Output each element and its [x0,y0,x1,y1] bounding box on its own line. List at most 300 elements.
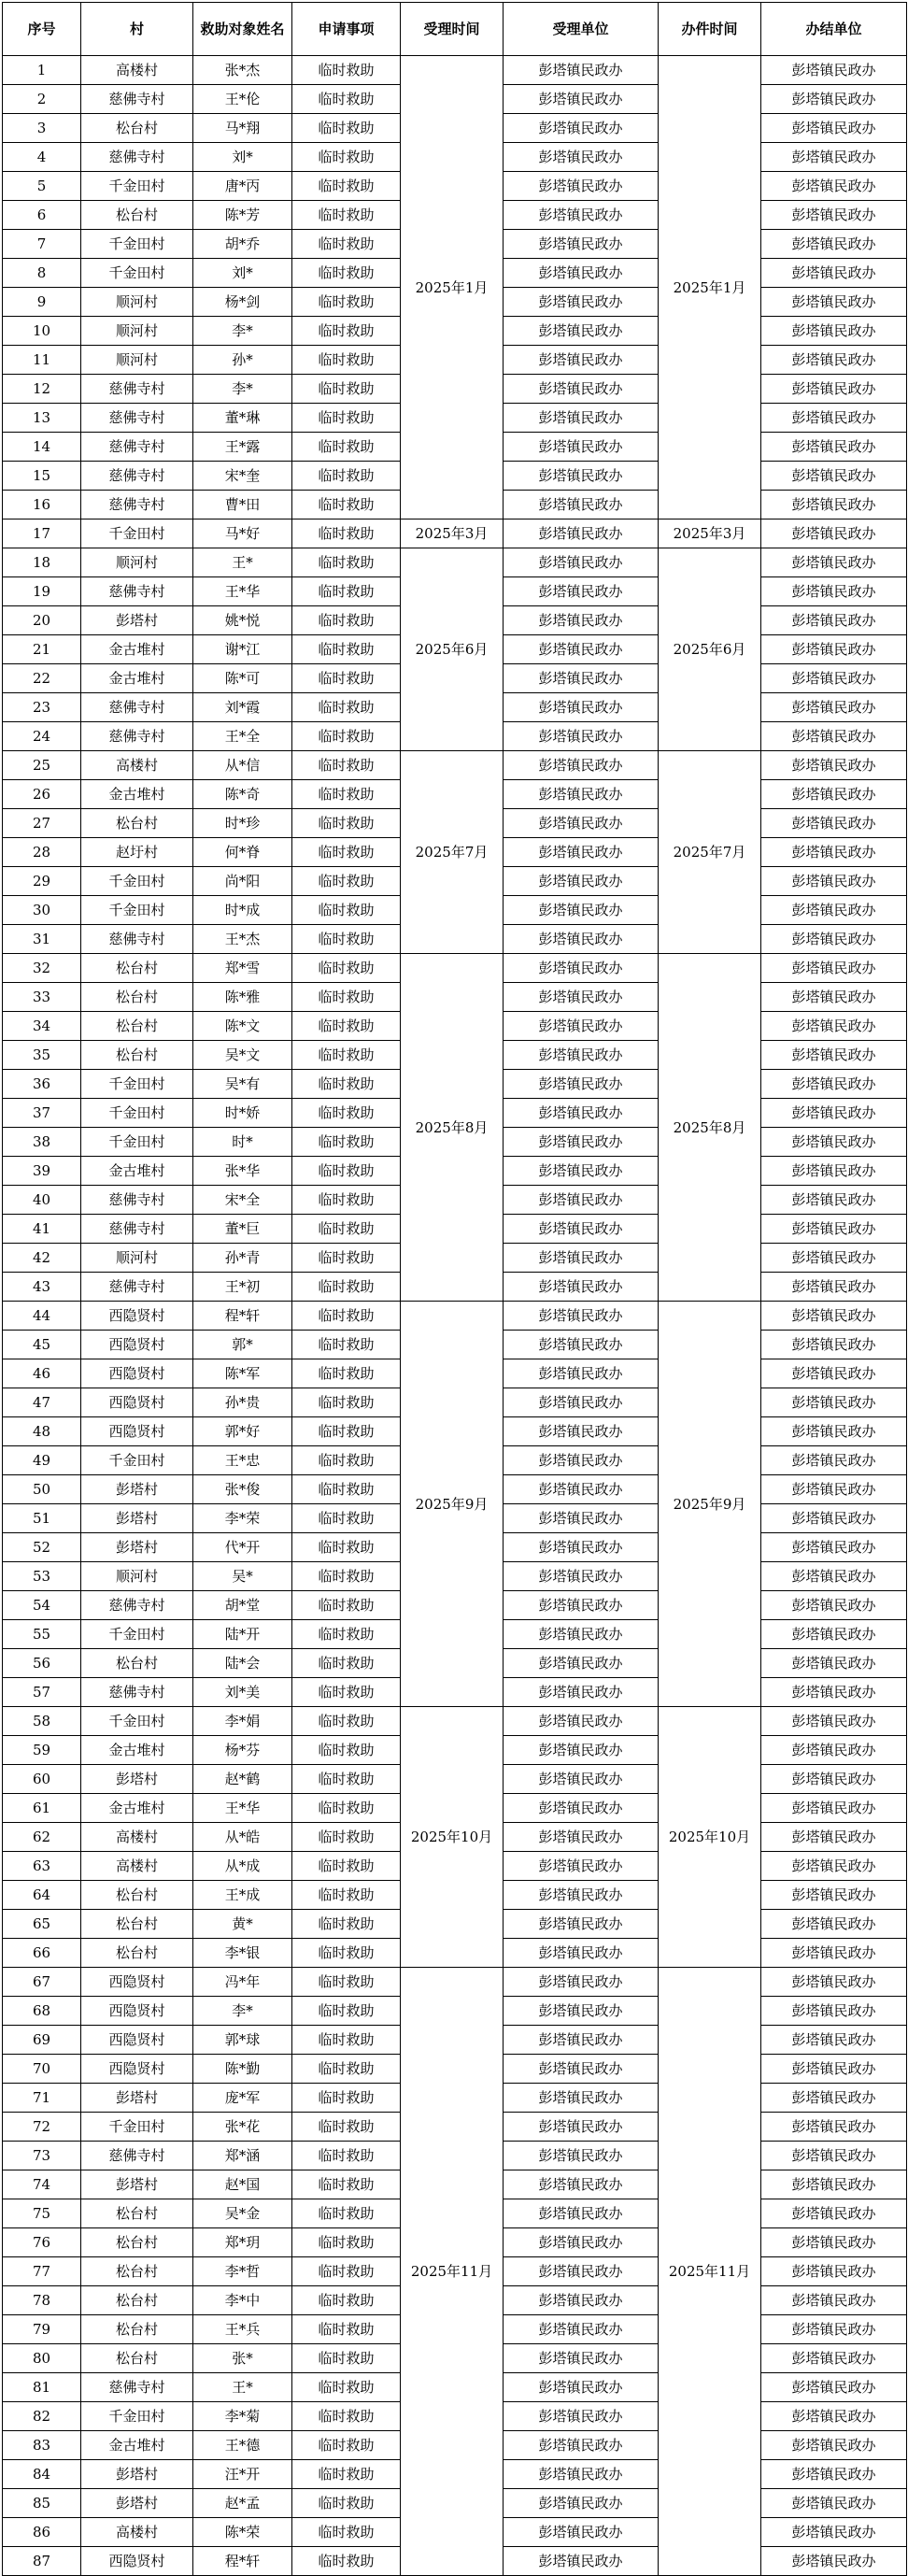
cell-accepting-unit: 彭塔镇民政办 [504,1099,659,1128]
cell-serial-number: 50 [3,1475,81,1504]
cell-accepting-unit: 彭塔镇民政办 [504,780,659,809]
cell-application-item: 临时救助 [292,2547,401,2576]
cell-completing-unit: 彭塔镇民政办 [761,259,907,288]
cell-serial-number: 4 [3,143,81,172]
cell-village: 顺河村 [81,1244,193,1273]
cell-application-item: 临时救助 [292,1765,401,1794]
table-row [3,548,907,577]
cell-accepting-unit: 彭塔镇民政办 [504,2257,659,2286]
cell-handling-time: 2025年8月 [659,954,761,1302]
cell-village: 彭塔村 [81,1475,193,1504]
cell-application-item: 临时救助 [292,1041,401,1070]
cell-village: 松台村 [81,1939,193,1968]
cell-recipient-name: 孙*青 [193,1244,292,1273]
cell-application-item: 临时救助 [292,1417,401,1446]
cell-application-item: 临时救助 [292,1186,401,1215]
cell-accepting-unit: 彭塔镇民政办 [504,172,659,201]
cell-recipient-name: 王*成 [193,1881,292,1910]
cell-serial-number: 26 [3,780,81,809]
cell-village: 彭塔村 [81,2084,193,2113]
cell-serial-number: 31 [3,925,81,954]
cell-application-item: 临时救助 [292,1012,401,1041]
cell-completing-unit: 彭塔镇民政办 [761,1273,907,1302]
cell-accepting-unit: 彭塔镇民政办 [504,693,659,722]
cell-serial-number: 43 [3,1273,81,1302]
cell-completing-unit: 彭塔镇民政办 [761,317,907,346]
cell-serial-number: 14 [3,433,81,462]
cell-completing-unit: 彭塔镇民政办 [761,2344,907,2373]
cell-accepting-unit: 彭塔镇民政办 [504,1910,659,1939]
cell-application-item: 临时救助 [292,259,401,288]
cell-village: 彭塔村 [81,1765,193,1794]
cell-accepting-unit: 彭塔镇民政办 [504,1794,659,1823]
cell-application-item: 临时救助 [292,1881,401,1910]
cell-application-item: 临时救助 [292,1823,401,1852]
cell-accepting-unit: 彭塔镇民政办 [504,2286,659,2315]
cell-accepting-unit: 彭塔镇民政办 [504,1417,659,1446]
cell-serial-number: 77 [3,2257,81,2286]
cell-serial-number: 29 [3,867,81,896]
cell-village: 松台村 [81,1041,193,1070]
cell-application-item: 临时救助 [292,346,401,375]
cell-accepting-unit: 彭塔镇民政办 [504,1070,659,1099]
cell-application-item: 临时救助 [292,375,401,404]
cell-application-item: 临时救助 [292,1475,401,1504]
cell-village: 慈佛寺村 [81,404,193,433]
cell-serial-number: 23 [3,693,81,722]
cell-village: 松台村 [81,2257,193,2286]
cell-village: 彭塔村 [81,1533,193,1562]
cell-application-item: 临时救助 [292,577,401,606]
cell-village: 高楼村 [81,56,193,85]
cell-recipient-name: 郑*雪 [193,954,292,983]
cell-serial-number: 11 [3,346,81,375]
cell-village: 慈佛寺村 [81,693,193,722]
cell-accepting-unit: 彭塔镇民政办 [504,1273,659,1302]
cell-completing-unit: 彭塔镇民政办 [761,838,907,867]
cell-village: 慈佛寺村 [81,491,193,519]
cell-completing-unit: 彭塔镇民政办 [761,1649,907,1678]
cell-village: 顺河村 [81,1562,193,1591]
cell-completing-unit: 彭塔镇民政办 [761,2431,907,2460]
cell-accepting-unit: 彭塔镇民政办 [504,606,659,635]
cell-completing-unit: 彭塔镇民政办 [761,1591,907,1620]
cell-village: 慈佛寺村 [81,375,193,404]
cell-recipient-name: 陆*开 [193,1620,292,1649]
cell-serial-number: 18 [3,548,81,577]
cell-application-item: 临时救助 [292,838,401,867]
cell-village: 松台村 [81,954,193,983]
cell-application-item: 临时救助 [292,780,401,809]
cell-accepting-unit: 彭塔镇民政办 [504,954,659,983]
header-village: 村 [81,3,193,56]
cell-accepting-unit: 彭塔镇民政办 [504,1331,659,1359]
cell-acceptance-time: 2025年9月 [401,1302,504,1707]
cell-completing-unit: 彭塔镇民政办 [761,1562,907,1591]
cell-serial-number: 73 [3,2142,81,2170]
cell-accepting-unit: 彭塔镇民政办 [504,1736,659,1765]
cell-recipient-name: 郑*玥 [193,2228,292,2257]
cell-serial-number: 82 [3,2402,81,2431]
cell-serial-number: 80 [3,2344,81,2373]
cell-recipient-name: 杨*剑 [193,288,292,317]
cell-recipient-name: 李* [193,317,292,346]
cell-serial-number: 27 [3,809,81,838]
cell-recipient-name: 李*菊 [193,2402,292,2431]
cell-serial-number: 5 [3,172,81,201]
cell-application-item: 临时救助 [292,2113,401,2142]
cell-serial-number: 20 [3,606,81,635]
cell-recipient-name: 吴*文 [193,1041,292,1070]
cell-completing-unit: 彭塔镇民政办 [761,1446,907,1475]
cell-completing-unit: 彭塔镇民政办 [761,1707,907,1736]
cell-recipient-name: 李* [193,375,292,404]
cell-accepting-unit: 彭塔镇民政办 [504,664,659,693]
cell-completing-unit: 彭塔镇民政办 [761,1852,907,1881]
cell-acceptance-time: 2025年3月 [401,519,504,548]
cell-serial-number: 61 [3,1794,81,1823]
cell-completing-unit: 彭塔镇民政办 [761,1128,907,1157]
cell-serial-number: 72 [3,2113,81,2142]
cell-village: 西隐贤村 [81,2026,193,2055]
cell-recipient-name: 郑*涵 [193,2142,292,2170]
cell-village: 慈佛寺村 [81,722,193,751]
cell-village: 千金田村 [81,867,193,896]
cell-recipient-name: 赵*国 [193,2170,292,2199]
cell-completing-unit: 彭塔镇民政办 [761,577,907,606]
cell-serial-number: 16 [3,491,81,519]
cell-completing-unit: 彭塔镇民政办 [761,56,907,85]
cell-completing-unit: 彭塔镇民政办 [761,2460,907,2489]
cell-application-item: 临时救助 [292,114,401,143]
cell-completing-unit: 彭塔镇民政办 [761,2489,907,2518]
cell-recipient-name: 杨*芬 [193,1736,292,1765]
cell-application-item: 临时救助 [292,2228,401,2257]
cell-application-item: 临时救助 [292,1678,401,1707]
cell-accepting-unit: 彭塔镇民政办 [504,1475,659,1504]
cell-serial-number: 15 [3,462,81,491]
cell-recipient-name: 代*开 [193,1533,292,1562]
cell-recipient-name: 李*娟 [193,1707,292,1736]
cell-recipient-name: 王*华 [193,1794,292,1823]
cell-serial-number: 39 [3,1157,81,1186]
cell-village: 千金田村 [81,1070,193,1099]
cell-completing-unit: 彭塔镇民政办 [761,1765,907,1794]
cell-serial-number: 62 [3,1823,81,1852]
cell-serial-number: 17 [3,519,81,548]
table-row [3,751,907,780]
cell-serial-number: 53 [3,1562,81,1591]
cell-application-item: 临时救助 [292,2402,401,2431]
cell-completing-unit: 彭塔镇民政办 [761,954,907,983]
cell-serial-number: 10 [3,317,81,346]
cell-application-item: 临时救助 [292,1157,401,1186]
cell-completing-unit: 彭塔镇民政办 [761,1359,907,1388]
cell-village: 千金田村 [81,1099,193,1128]
cell-accepting-unit: 彭塔镇民政办 [504,462,659,491]
cell-recipient-name: 郭* [193,1331,292,1359]
cell-accepting-unit: 彭塔镇民政办 [504,491,659,519]
cell-application-item: 临时救助 [292,2489,401,2518]
cell-serial-number: 32 [3,954,81,983]
header-acceptance-time: 受理时间 [401,3,504,56]
cell-recipient-name: 王*兵 [193,2315,292,2344]
cell-village: 千金田村 [81,259,193,288]
cell-village: 顺河村 [81,346,193,375]
cell-serial-number: 74 [3,2170,81,2199]
cell-village: 西隐贤村 [81,1359,193,1388]
cell-application-item: 临时救助 [292,1852,401,1881]
table-row [3,954,907,983]
cell-recipient-name: 陈*奇 [193,780,292,809]
cell-accepting-unit: 彭塔镇民政办 [504,1765,659,1794]
cell-application-item: 临时救助 [292,1533,401,1562]
cell-village: 慈佛寺村 [81,1678,193,1707]
cell-completing-unit: 彭塔镇民政办 [761,2199,907,2228]
cell-application-item: 临时救助 [292,2199,401,2228]
cell-completing-unit: 彭塔镇民政办 [761,664,907,693]
cell-recipient-name: 谢*江 [193,635,292,664]
cell-accepting-unit: 彭塔镇民政办 [504,2547,659,2576]
cell-accepting-unit: 彭塔镇民政办 [504,838,659,867]
cell-village: 高楼村 [81,2518,193,2547]
cell-application-item: 临时救助 [292,1939,401,1968]
cell-recipient-name: 程*轩 [193,2547,292,2576]
table-row [3,56,907,85]
cell-village: 顺河村 [81,288,193,317]
cell-serial-number: 40 [3,1186,81,1215]
cell-recipient-name: 王*华 [193,577,292,606]
cell-village: 西隐贤村 [81,1968,193,1997]
table-body [3,56,907,2576]
cell-village: 松台村 [81,2286,193,2315]
cell-accepting-unit: 彭塔镇民政办 [504,1649,659,1678]
cell-accepting-unit: 彭塔镇民政办 [504,519,659,548]
cell-recipient-name: 王*全 [193,722,292,751]
cell-application-item: 临时救助 [292,1215,401,1244]
cell-recipient-name: 从*皓 [193,1823,292,1852]
cell-application-item: 临时救助 [292,56,401,85]
cell-serial-number: 41 [3,1215,81,1244]
cell-application-item: 临时救助 [292,1707,401,1736]
cell-serial-number: 75 [3,2199,81,2228]
cell-village: 千金田村 [81,2402,193,2431]
table-row [3,1968,907,1997]
table-row [3,519,907,548]
cell-recipient-name: 张* [193,2344,292,2373]
cell-village: 慈佛寺村 [81,2373,193,2402]
cell-recipient-name: 何*脊 [193,838,292,867]
cell-village: 松台村 [81,2199,193,2228]
cell-serial-number: 63 [3,1852,81,1881]
cell-recipient-name: 李* [193,1997,292,2026]
cell-recipient-name: 从*信 [193,751,292,780]
cell-application-item: 临时救助 [292,230,401,259]
cell-accepting-unit: 彭塔镇民政办 [504,1707,659,1736]
cell-handling-time: 2025年9月 [659,1302,761,1707]
cell-village: 西隐贤村 [81,1331,193,1359]
cell-completing-unit: 彭塔镇民政办 [761,375,907,404]
cell-accepting-unit: 彭塔镇民政办 [504,2142,659,2170]
cell-serial-number: 55 [3,1620,81,1649]
cell-recipient-name: 唐*丙 [193,172,292,201]
cell-application-item: 临时救助 [292,1244,401,1273]
cell-village: 松台村 [81,809,193,838]
cell-handling-time: 2025年11月 [659,1968,761,2576]
cell-completing-unit: 彭塔镇民政办 [761,230,907,259]
cell-village: 西隐贤村 [81,2547,193,2576]
cell-application-item: 临时救助 [292,1736,401,1765]
cell-accepting-unit: 彭塔镇民政办 [504,1997,659,2026]
cell-application-item: 临时救助 [292,143,401,172]
cell-completing-unit: 彭塔镇民政办 [761,606,907,635]
cell-recipient-name: 王*伦 [193,85,292,114]
cell-application-item: 临时救助 [292,1331,401,1359]
cell-recipient-name: 胡*堂 [193,1591,292,1620]
cell-village: 彭塔村 [81,1504,193,1533]
cell-village: 松台村 [81,2315,193,2344]
cell-recipient-name: 汪*开 [193,2460,292,2489]
cell-completing-unit: 彭塔镇民政办 [761,1215,907,1244]
cell-village: 彭塔村 [81,606,193,635]
cell-accepting-unit: 彭塔镇民政办 [504,2026,659,2055]
cell-acceptance-time: 2025年7月 [401,751,504,954]
cell-serial-number: 30 [3,896,81,925]
cell-village: 彭塔村 [81,2170,193,2199]
cell-village: 松台村 [81,114,193,143]
cell-village: 慈佛寺村 [81,143,193,172]
cell-recipient-name: 吴*有 [193,1070,292,1099]
cell-completing-unit: 彭塔镇民政办 [761,780,907,809]
cell-completing-unit: 彭塔镇民政办 [761,2257,907,2286]
cell-serial-number: 58 [3,1707,81,1736]
cell-accepting-unit: 彭塔镇民政办 [504,2373,659,2402]
cell-completing-unit: 彭塔镇民政办 [761,1475,907,1504]
cell-handling-time: 2025年7月 [659,751,761,954]
cell-recipient-name: 吴*金 [193,2199,292,2228]
cell-recipient-name: 宋*全 [193,1186,292,1215]
cell-serial-number: 83 [3,2431,81,2460]
cell-recipient-name: 程*轩 [193,1302,292,1331]
cell-completing-unit: 彭塔镇民政办 [761,2286,907,2315]
cell-recipient-name: 时*珍 [193,809,292,838]
cell-serial-number: 9 [3,288,81,317]
cell-serial-number: 8 [3,259,81,288]
cell-village: 金古堆村 [81,2431,193,2460]
cell-accepting-unit: 彭塔镇民政办 [504,751,659,780]
cell-serial-number: 54 [3,1591,81,1620]
cell-recipient-name: 刘* [193,259,292,288]
cell-recipient-name: 庞*军 [193,2084,292,2113]
cell-village: 高楼村 [81,751,193,780]
cell-recipient-name: 张*俊 [193,1475,292,1504]
cell-completing-unit: 彭塔镇民政办 [761,722,907,751]
cell-application-item: 临时救助 [292,317,401,346]
cell-application-item: 临时救助 [292,462,401,491]
cell-completing-unit: 彭塔镇民政办 [761,2170,907,2199]
cell-application-item: 临时救助 [292,172,401,201]
cell-accepting-unit: 彭塔镇民政办 [504,2489,659,2518]
cell-accepting-unit: 彭塔镇民政办 [504,2228,659,2257]
cell-completing-unit: 彭塔镇民政办 [761,1997,907,2026]
cell-completing-unit: 彭塔镇民政办 [761,896,907,925]
cell-serial-number: 22 [3,664,81,693]
cell-accepting-unit: 彭塔镇民政办 [504,2055,659,2084]
cell-serial-number: 86 [3,2518,81,2547]
header-serial-number: 序号 [3,3,81,56]
cell-application-item: 临时救助 [292,664,401,693]
cell-serial-number: 85 [3,2489,81,2518]
cell-completing-unit: 彭塔镇民政办 [761,1533,907,1562]
cell-village: 松台村 [81,983,193,1012]
header-accepting-unit: 受理单位 [504,3,659,56]
cell-serial-number: 2 [3,85,81,114]
header-completing-unit: 办结单位 [761,3,907,56]
cell-village: 金古堆村 [81,1794,193,1823]
cell-application-item: 临时救助 [292,925,401,954]
cell-recipient-name: 时*成 [193,896,292,925]
cell-accepting-unit: 彭塔镇民政办 [504,143,659,172]
cell-completing-unit: 彭塔镇民政办 [761,172,907,201]
cell-serial-number: 3 [3,114,81,143]
cell-application-item: 临时救助 [292,1649,401,1678]
cell-accepting-unit: 彭塔镇民政办 [504,925,659,954]
cell-application-item: 临时救助 [292,548,401,577]
cell-village: 松台村 [81,1649,193,1678]
cell-completing-unit: 彭塔镇民政办 [761,635,907,664]
cell-completing-unit: 彭塔镇民政办 [761,288,907,317]
cell-serial-number: 84 [3,2460,81,2489]
cell-application-item: 临时救助 [292,2315,401,2344]
cell-accepting-unit: 彭塔镇民政办 [504,259,659,288]
cell-recipient-name: 王* [193,548,292,577]
cell-village: 金古堆村 [81,780,193,809]
cell-completing-unit: 彭塔镇民政办 [761,1157,907,1186]
cell-accepting-unit: 彭塔镇民政办 [504,1128,659,1157]
cell-accepting-unit: 彭塔镇民政办 [504,577,659,606]
cell-village: 金古堆村 [81,664,193,693]
cell-serial-number: 81 [3,2373,81,2402]
cell-recipient-name: 刘* [193,143,292,172]
cell-application-item: 临时救助 [292,2026,401,2055]
cell-recipient-name: 王*德 [193,2431,292,2460]
cell-serial-number: 1 [3,56,81,85]
cell-accepting-unit: 彭塔镇民政办 [504,2344,659,2373]
cell-recipient-name: 吴* [193,1562,292,1591]
cell-recipient-name: 李*荣 [193,1504,292,1533]
cell-village: 西隐贤村 [81,2055,193,2084]
cell-accepting-unit: 彭塔镇民政办 [504,2084,659,2113]
cell-completing-unit: 彭塔镇民政办 [761,433,907,462]
cell-serial-number: 38 [3,1128,81,1157]
cell-completing-unit: 彭塔镇民政办 [761,2402,907,2431]
cell-serial-number: 87 [3,2547,81,2576]
cell-accepting-unit: 彭塔镇民政办 [504,404,659,433]
table-row [3,1707,907,1736]
cell-acceptance-time: 2025年1月 [401,56,504,519]
cell-accepting-unit: 彭塔镇民政办 [504,1302,659,1331]
cell-application-item: 临时救助 [292,1446,401,1475]
cell-recipient-name: 陈*荣 [193,2518,292,2547]
cell-completing-unit: 彭塔镇民政办 [761,1678,907,1707]
cell-application-item: 临时救助 [292,491,401,519]
cell-accepting-unit: 彭塔镇民政办 [504,1562,659,1591]
cell-application-item: 临时救助 [292,635,401,664]
cell-completing-unit: 彭塔镇民政办 [761,2315,907,2344]
cell-accepting-unit: 彭塔镇民政办 [504,1852,659,1881]
cell-accepting-unit: 彭塔镇民政办 [504,1215,659,1244]
cell-application-item: 临时救助 [292,1997,401,2026]
